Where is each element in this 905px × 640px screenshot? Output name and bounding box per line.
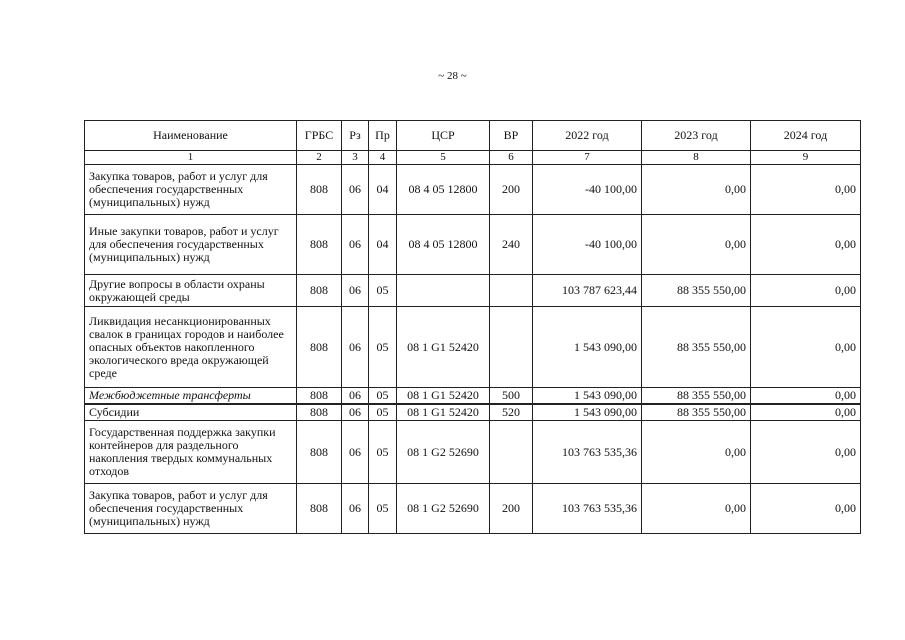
row-2024: 0,00 xyxy=(751,275,861,307)
column-number: 9 xyxy=(751,151,861,165)
row-pr: 05 xyxy=(369,307,397,388)
column-number: 1 xyxy=(85,151,297,165)
row-csr: 08 1 G1 52420 xyxy=(397,307,490,388)
row-rz: 06 xyxy=(342,484,369,534)
row-2022: 103 763 535,36 xyxy=(533,484,642,534)
row-2023: 88 355 550,00 xyxy=(642,275,751,307)
row-rz: 06 xyxy=(342,388,369,405)
column-number: 8 xyxy=(642,151,751,165)
row-grbs: 808 xyxy=(297,307,342,388)
row-2023: 88 355 550,00 xyxy=(642,404,751,421)
column-number: 5 xyxy=(397,151,490,165)
row-rz: 06 xyxy=(342,404,369,421)
column-number: 7 xyxy=(533,151,642,165)
table-row xyxy=(85,275,861,307)
column-number: 6 xyxy=(490,151,533,165)
table-row xyxy=(85,307,861,388)
row-name: Другие вопросы в области охраны окружающей среды xyxy=(85,275,297,307)
header-pr: Пр xyxy=(369,121,397,151)
row-csr: 08 1 G2 52690 xyxy=(397,421,490,484)
row-2024: 0,00 xyxy=(751,215,861,275)
table-row xyxy=(85,404,861,421)
row-2023: 88 355 550,00 xyxy=(642,388,751,405)
header-vr: ВР xyxy=(490,121,533,151)
header-2022: 2022 год xyxy=(533,121,642,151)
row-pr: 04 xyxy=(369,165,397,215)
table-row xyxy=(85,215,861,275)
row-vr: 500 xyxy=(490,388,533,405)
row-vr: 240 xyxy=(490,215,533,275)
row-rz: 06 xyxy=(342,307,369,388)
row-csr xyxy=(397,275,490,307)
row-2024: 0,00 xyxy=(751,165,861,215)
row-2022: 103 787 623,44 xyxy=(533,275,642,307)
row-2022: -40 100,00 xyxy=(533,165,642,215)
row-2022: 103 763 535,36 xyxy=(533,421,642,484)
row-pr: 05 xyxy=(369,484,397,534)
row-2024: 0,00 xyxy=(751,421,861,484)
row-2023: 0,00 xyxy=(642,421,751,484)
row-vr: 200 xyxy=(490,165,533,215)
row-name: Ликвидация несанкционированных свалок в границах городов и наиболее опасных объектов накопленного экологического вреда окружающей среде xyxy=(85,307,297,388)
budget-table xyxy=(84,120,861,534)
column-number: 4 xyxy=(369,151,397,165)
row-vr: 520 xyxy=(490,404,533,421)
row-name: Государственная поддержка закупки контейнеров для раздельного накопления твердых коммунальных отходов xyxy=(85,421,297,484)
header-rz: Рз xyxy=(342,121,369,151)
row-grbs: 808 xyxy=(297,484,342,534)
table-row xyxy=(85,388,861,405)
row-pr: 04 xyxy=(369,215,397,275)
row-grbs: 808 xyxy=(297,404,342,421)
row-2023: 0,00 xyxy=(642,484,751,534)
row-csr: 08 1 G1 52420 xyxy=(397,404,490,421)
row-2022: 1 543 090,00 xyxy=(533,307,642,388)
row-rz: 06 xyxy=(342,165,369,215)
row-name: Закупка товаров, работ и услуг для обеспечения государственных (муниципальных) нужд xyxy=(85,484,297,534)
row-grbs: 808 xyxy=(297,165,342,215)
row-grbs: 808 xyxy=(297,275,342,307)
row-2024: 0,00 xyxy=(751,307,861,388)
row-csr: 08 1 G1 52420 xyxy=(397,388,490,405)
column-number: 2 xyxy=(297,151,342,165)
row-csr: 08 4 05 12800 xyxy=(397,165,490,215)
table-row xyxy=(85,421,861,484)
header-name: Наименование xyxy=(85,121,297,151)
row-pr: 05 xyxy=(369,404,397,421)
row-grbs: 808 xyxy=(297,421,342,484)
row-csr: 08 1 G2 52690 xyxy=(397,484,490,534)
row-name: Иные закупки товаров, работ и услуг для обеспечения государственных (муниципальных) нужд xyxy=(85,215,297,275)
row-rz: 06 xyxy=(342,421,369,484)
row-2022: 1 543 090,00 xyxy=(533,404,642,421)
row-grbs: 808 xyxy=(297,215,342,275)
row-rz: 06 xyxy=(342,275,369,307)
row-pr: 05 xyxy=(369,388,397,405)
row-vr: 200 xyxy=(490,484,533,534)
header-csr: ЦСР xyxy=(397,121,490,151)
row-rz: 06 xyxy=(342,215,369,275)
row-2024: 0,00 xyxy=(751,388,861,405)
row-vr xyxy=(490,307,533,388)
row-grbs: 808 xyxy=(297,388,342,405)
row-name: Субсидии xyxy=(85,404,297,421)
header-2023: 2023 год xyxy=(642,121,751,151)
row-2023: 0,00 xyxy=(642,165,751,215)
column-number: 3 xyxy=(342,151,369,165)
row-name: Закупка товаров, работ и услуг для обеспечения государственных (муниципальных) нужд xyxy=(85,165,297,215)
row-2022: -40 100,00 xyxy=(533,215,642,275)
header-grbs: ГРБС xyxy=(297,121,342,151)
table-row xyxy=(85,165,861,215)
row-csr: 08 4 05 12800 xyxy=(397,215,490,275)
header-2024: 2024 год xyxy=(751,121,861,151)
row-2024: 0,00 xyxy=(751,484,861,534)
row-pr: 05 xyxy=(369,421,397,484)
row-2022: 1 543 090,00 xyxy=(533,388,642,405)
table-row xyxy=(85,484,861,534)
row-2023: 0,00 xyxy=(642,215,751,275)
header-row xyxy=(85,121,861,151)
page-number: ~ 28 ~ xyxy=(438,70,467,82)
column-number-row xyxy=(85,151,861,165)
row-pr: 05 xyxy=(369,275,397,307)
row-2024: 0,00 xyxy=(751,404,861,421)
row-name: Межбюджетные трансферты xyxy=(85,388,297,405)
row-vr xyxy=(490,421,533,484)
row-2023: 88 355 550,00 xyxy=(642,307,751,388)
row-vr xyxy=(490,275,533,307)
